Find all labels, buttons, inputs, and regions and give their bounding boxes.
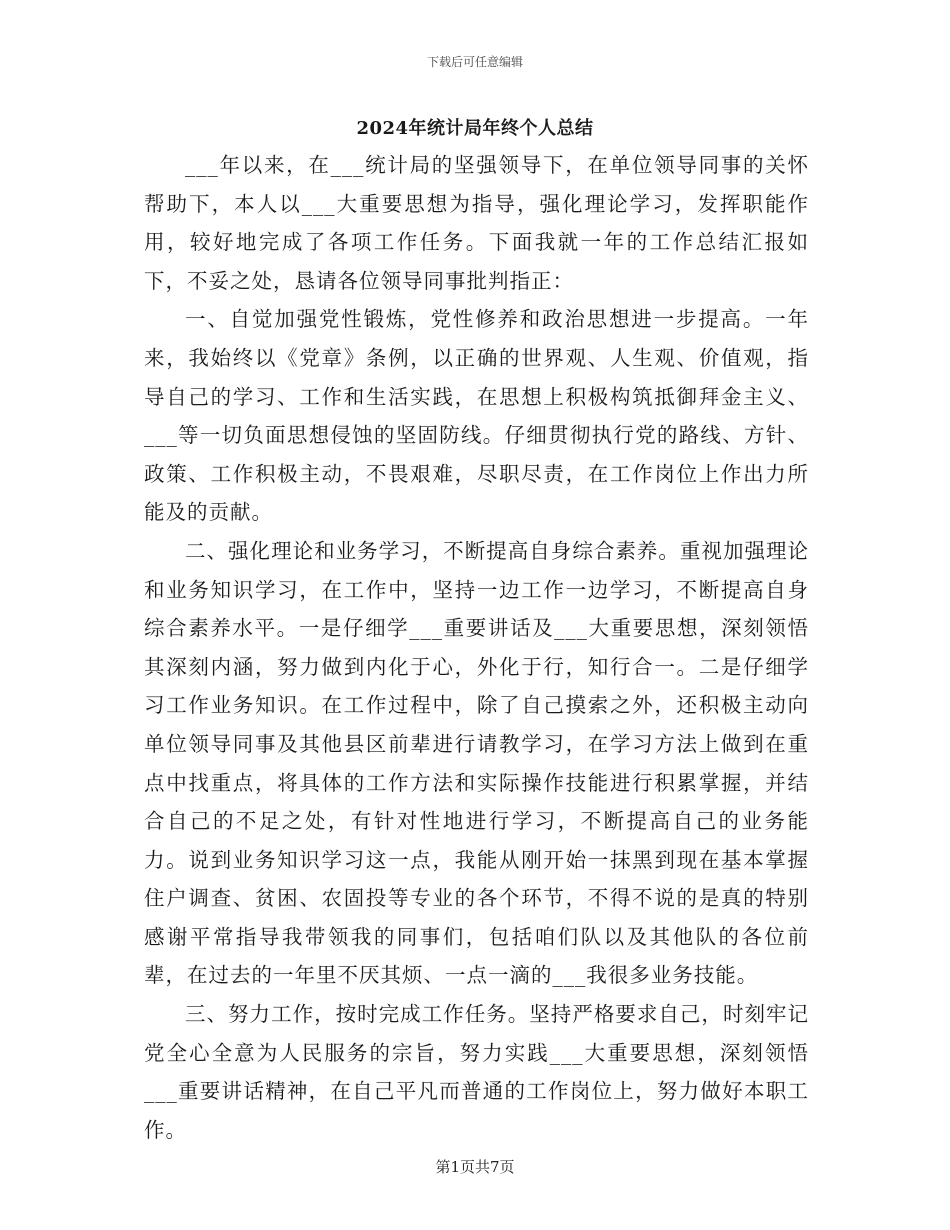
header-note: 下载后可任意编辑 (426, 55, 523, 69)
paragraph-section-2: 二、强化理论和业务学习，不断提高自身综合素养。重视加强理论和业务知识学习，在工作中，坚持一边工作一边学习，不断提高自身综合素养水平。一是仔细学___重要讲话及___大重要思想，深刻领悟其深刻内涵，努力做到内化于心，外化于行，知行合一。二是仔细学习工作业务知识。在工作过程中，除了自己摸索之外，还积极主动向单位领导同事及其他县区前辈进行请教学习，在学习方法上做到在重点中找重点，将具体的工作方法和实际操作技能进行积累掌握，并结合自己的不足之处，有针对性地进行学习，不断提高自己的业务能力。说到业务知识学习这一点，我能从刚开始一抹黑到现在基本掌握住户调查、贫困、农固投等专业的各个环节，不得不说的是真的特别感谢平常指导我带领我的同事们，包括咱们队以及其他队的各位前辈，在过去的一年里不厌其烦、一点一滴的___我很多业务技能。 (144, 538, 809, 988)
page-number-footer: 第1页共7页 (435, 1158, 515, 1176)
paragraph-intro: ___年以来，在___统计局的坚强领导下，在单位领导同事的关怀帮助下，本人以___大重要思想为指导，强化理论学习，发挥职能作用，较好地完成了各项工作任务。下面我就一年的工作总结汇报如下，不妥之处，恳请各位领导同事批判指正： (144, 153, 809, 293)
document-body (144, 146, 809, 1149)
document-title: 2024年统计局年终个人总结 (356, 118, 594, 139)
paragraph-section-1: 一、自觉加强党性锻炼，党性修养和政治思想进一步提高。一年来，我始终以《党章》条例，以正确的世界观、人生观、价值观，指导自己的学习、工作和生活实践，在思想上积极构筑抵御拜金主义、___等一切负面思想侵蚀的坚固防线。仔细贯彻执行党的路线、方针、政策、工作积极主动，不畏艰难，尽职尽责，在工作岗位上作出力所能及的贡献。 (144, 307, 809, 525)
paragraph-section-3: 三、努力工作，按时完成工作任务。坚持严格要求自己，时刻牢记党全心全意为人民服务的宗旨，努力实践___大重要思想，深刻领悟___重要讲话精神，在自己平凡而普通的工作岗位上，努力做好本职工作。 (144, 1002, 809, 1142)
